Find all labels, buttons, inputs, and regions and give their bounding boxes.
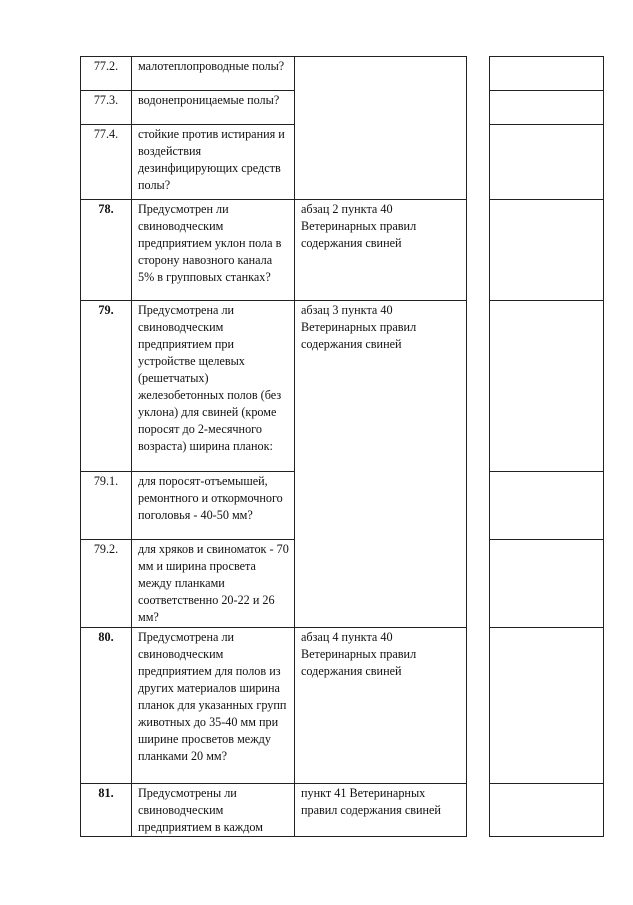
item-question: Предусмотрена ли свиноводческим предприятием для полов из других материалов ширина планок для указанных групп животных до 35-40 мм при ширине просветов между планками 20 мм? xyxy=(132,628,295,784)
answer-cell[interactable] xyxy=(490,301,604,472)
spacer-cell xyxy=(467,628,490,784)
item-number: 81. xyxy=(81,784,132,837)
item-number: 79.1. xyxy=(81,472,132,540)
item-reference: пункт 41 Ветеринарных правил содержания свиней xyxy=(295,784,467,837)
item-reference: абзац 3 пункта 40 Ветеринарных правил содержания свиней xyxy=(295,301,467,628)
item-number: 80. xyxy=(81,628,132,784)
table-row xyxy=(81,784,604,837)
item-number: 79.2. xyxy=(81,540,132,628)
item-question: Предусмотрен ли свиноводческим предприятием уклон пола в сторону навозного канала 5% в групповых станках? xyxy=(132,200,295,301)
item-reference: абзац 4 пункта 40 Ветеринарных правил содержания свиней xyxy=(295,628,467,784)
answer-cell[interactable] xyxy=(490,91,604,125)
answer-cell[interactable] xyxy=(490,540,604,628)
checklist-table xyxy=(80,56,604,837)
table-row xyxy=(81,200,604,301)
item-reference: абзац 2 пункта 40 Ветеринарных правил содержания свиней xyxy=(295,200,467,301)
item-question: стойкие против истирания и воздействия дезинфицирующих средств полы? xyxy=(132,125,295,200)
item-question: для поросят-отъемышей, ремонтного и откормочного поголовья - 40-50 мм? xyxy=(132,472,295,540)
spacer-cell xyxy=(467,301,490,628)
item-question: водонепроницаемые полы? xyxy=(132,91,295,125)
table-row xyxy=(81,628,604,784)
spacer-cell xyxy=(467,57,490,200)
item-number: 77.4. xyxy=(81,125,132,200)
answer-cell[interactable] xyxy=(490,125,604,200)
answer-cell[interactable] xyxy=(490,200,604,301)
item-question: Предусмотрены ли свиноводческим предприятием в каждом xyxy=(132,784,295,837)
table-row xyxy=(81,301,604,472)
item-question: для хряков и свиноматок - 70 мм и ширина просвета между планками соответственно 20-22 и 26 мм? xyxy=(132,540,295,628)
item-number: 77.3. xyxy=(81,91,132,125)
answer-cell[interactable] xyxy=(490,57,604,91)
spacer-cell xyxy=(467,784,490,837)
item-number: 78. xyxy=(81,200,132,301)
item-question: Предусмотрена ли свиноводческим предприятием при устройстве щелевых (решетчатых) железобетонных полов (без уклона) для свиней (кроме поросят до 2-месячного возраста) ширина планок: xyxy=(132,301,295,472)
item-question: малотеплопроводные полы? xyxy=(132,57,295,91)
table-row xyxy=(81,57,604,91)
item-number: 79. xyxy=(81,301,132,472)
item-number: 77.2. xyxy=(81,57,132,91)
answer-cell[interactable] xyxy=(490,628,604,784)
spacer-cell xyxy=(467,200,490,301)
answer-cell[interactable] xyxy=(490,784,604,837)
item-reference xyxy=(295,57,467,200)
answer-cell[interactable] xyxy=(490,472,604,540)
